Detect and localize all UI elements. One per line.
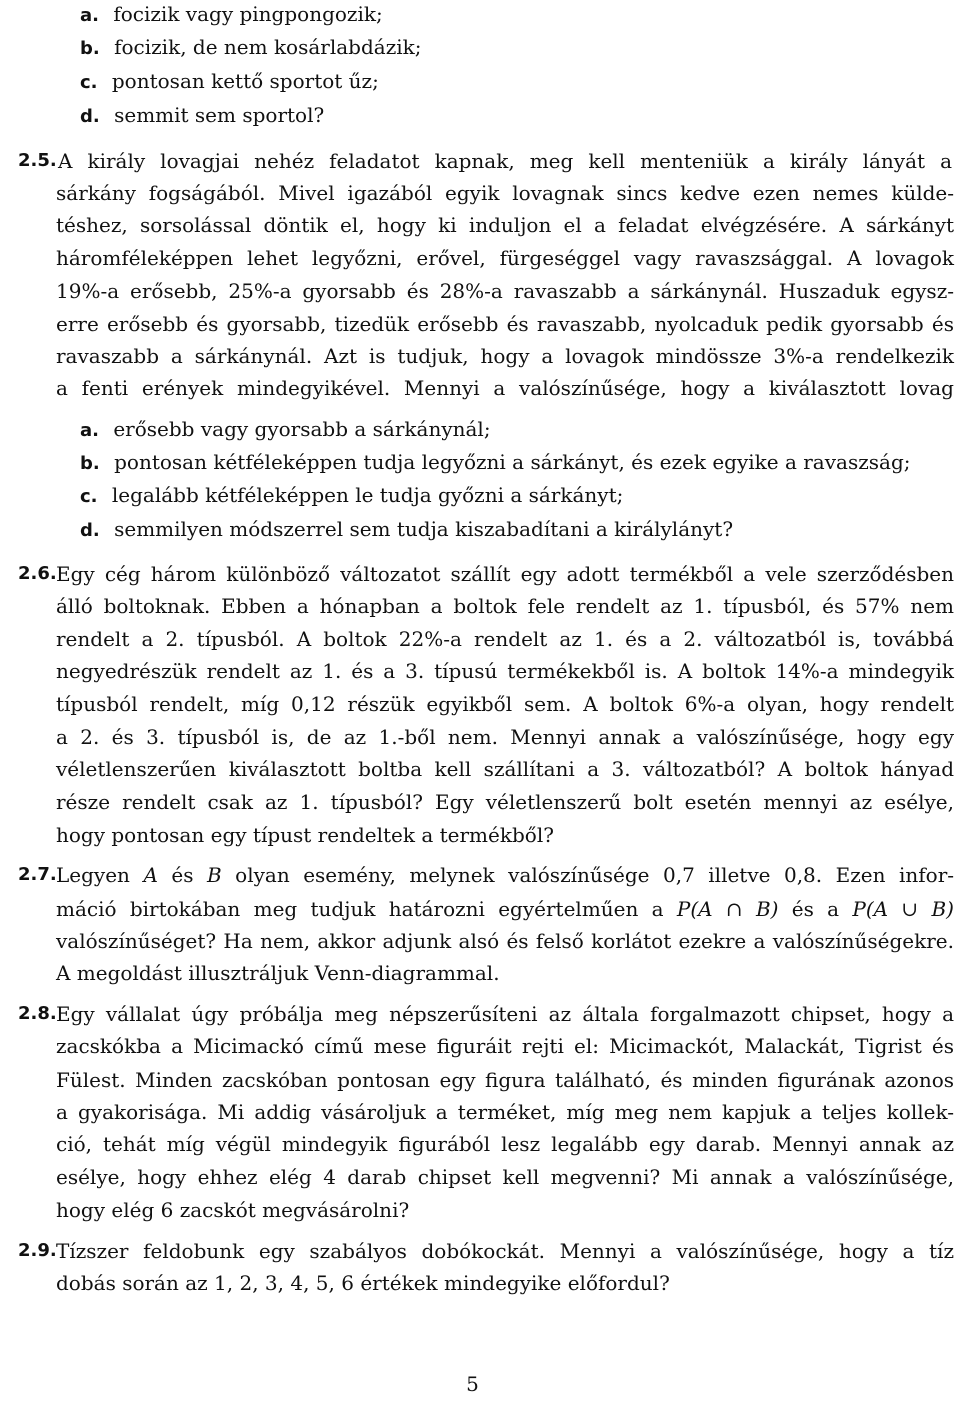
problem-text-line: ció, tehát míg végül mindegyik figurából lesz legalább egy darab. Mennyi annak az <box>56 1132 954 1157</box>
list-item <box>80 416 491 442</box>
problem-text-line: sárkány fogságából. Mivel igazából egyik lovagnak sincs kedve ezen nemes külde- <box>56 181 954 205</box>
list-item <box>80 68 379 94</box>
list-item <box>80 516 733 542</box>
item-label: b. <box>80 453 100 475</box>
problem-text-line: esélye, hogy ehhez elég 4 darab chipset kell megvenni? Mi annak a valószínűsége, <box>56 1164 954 1189</box>
list-item <box>80 1 383 27</box>
item-text: focizik, de nem kosárlabdázik; <box>114 35 422 60</box>
item-text: erősebb vagy gyorsabb a sárkánynál; <box>113 416 491 441</box>
math-expression: P(A ∪ B) <box>852 896 954 921</box>
problem-text-line: rendelt a 2. típusból. A boltok 22%-a rendelt az 1. és a 2. változatból is, továbbá <box>56 626 954 651</box>
item-text: pontosan kétféleképpen tudja legyőzni a sárkányt, és ezek egyike a ravaszság; <box>114 450 911 475</box>
list-item <box>80 482 623 508</box>
item-text: semmit sem sportol? <box>114 102 325 127</box>
problem-text-line: negyedrészük rendelt az 1. és a 3. típusú termékekből is. A boltok 14%-a mindegyik <box>56 658 954 683</box>
page-number: 5 <box>466 1372 479 1396</box>
problem-text-line: hogy pontosan egy típust rendeltek a termékből? <box>56 822 554 847</box>
text-fragment: olyan esemény, melynek valószínűsége 0,7 illetve 0,8. Ezen infor- <box>221 863 955 888</box>
item-text: pontosan kettő sportot űz; <box>111 68 379 93</box>
problem-text-line: háromféleképpen lehet legyőzni, erővel, fürgeséggel vagy ravaszsággal. A lovagok <box>56 245 954 270</box>
problem-number: 2.8. <box>18 1002 57 1024</box>
item-label: c. <box>80 71 98 93</box>
problem-text-line: hogy elég 6 zacskót megvásárolni? <box>56 1198 410 1222</box>
problem-text-line: A király lovagjai nehéz feladatot kapnak, meg kell menteniük a király lányát a <box>58 148 952 173</box>
text-fragment: Legyen <box>56 863 144 888</box>
problem-number: 2.5. <box>18 149 57 171</box>
problem-text-line: véletlenszerűen kiválasztott boltba kell szállítani a 3. változatból? A boltok hányad <box>56 757 954 781</box>
problem-text-line: Tízszer feldobunk egy szabályos dobókockát. Mennyi a valószínűsége, hogy a tíz <box>56 1238 954 1263</box>
problem-text-line: Egy cég három különböző változatot szállít egy adott termékből a vele szerződésben <box>56 561 954 586</box>
problem-text-line: álló boltoknak. Ebben a hónapban a boltok fele rendelt az 1. típusból, és 57% nem <box>56 594 954 619</box>
problem-text-line: dobás során az 1, 2, 3, 4, 5, 6 értékek mindegyike előfordul? <box>56 1270 670 1295</box>
item-label: d. <box>80 519 100 541</box>
math-variable: B <box>206 863 222 888</box>
text-fragment: és <box>157 863 207 888</box>
item-label: a. <box>80 4 99 26</box>
problem-text-line: része rendelt csak az 1. típusból? Egy véletlenszerű bolt esetén mennyi az esélye, <box>56 790 954 815</box>
problem-text-line: valószínűséget? Ha nem, akkor adjunk alsó és felső korlátot ezekre a valószínűségekre. <box>56 928 954 953</box>
item-text: legalább kétféleképpen le tudja győzni a sárkányt; <box>111 483 624 508</box>
item-label: a. <box>80 419 99 441</box>
text-fragment: és a <box>778 896 853 921</box>
item-text: focizik vagy pingpongozik; <box>113 1 383 26</box>
problem-text-line <box>56 896 954 922</box>
problem-number: 2.9. <box>18 1239 57 1261</box>
item-label: d. <box>80 105 100 127</box>
problem-number: 2.6. <box>18 562 57 584</box>
list-item <box>80 102 324 128</box>
problem-text-line <box>56 862 954 888</box>
math-expression: P(A ∩ B) <box>676 896 779 921</box>
item-label: b. <box>80 38 100 60</box>
item-text: semmilyen módszerrel sem tudja kiszabadítani a királylányt? <box>114 516 734 541</box>
problem-text-line: Fülest. Minden zacskóban pontosan egy figura található, és minden figurának azonos <box>56 1067 954 1092</box>
problem-text-line: A megoldást illusztráljuk Venn-diagrammal. <box>56 961 500 986</box>
list-item <box>80 34 422 60</box>
problem-text-line: 19%-a erősebb, 25%-a gyorsabb és 28%-a ravaszabb a sárkánynál. Huszaduk egysz- <box>56 279 954 304</box>
problem-text-line: ravaszabb a sárkánynál. Azt is tudjuk, hogy a lovagok mindössze 3%-a rendelkezik <box>56 343 954 368</box>
math-variable: A <box>143 863 158 888</box>
problem-text-line: a 2. és 3. típusból is, de az 1.-ből nem. Mennyi annak a valószínűsége, hogy egy <box>56 724 954 749</box>
item-label: c. <box>80 486 98 508</box>
problem-text-line: erre erősebb és gyorsabb, tizedük erősebb és ravaszabb, nyolcaduk pedik gyorsabb és <box>56 311 954 336</box>
problem-text-line: a fenti erények mindegyikével. Mennyi a valószínűsége, hogy a kiválasztott lovag <box>56 376 954 401</box>
problem-text-line: zacskókba a Micimackó című mese figuráit rejti el: Micimackót, Malackát, Tigrist és <box>56 1034 954 1059</box>
problem-number: 2.7. <box>18 864 57 886</box>
text-fragment: máció birtokában meg tudjuk határozni egyértelműen a <box>56 896 677 921</box>
problem-text-line: a gyakorisága. Mi addig vásároljuk a terméket, míg meg nem kapjuk a teljes kollek- <box>56 1099 954 1124</box>
problem-text-line: Egy vállalat úgy próbálja meg népszerűsíteni az általa forgalmazott chipset, hogy a <box>56 1001 954 1026</box>
list-item <box>80 449 910 475</box>
problem-text-line: típusból rendelt, míg 0,12 részük egyikből sem. A boltok 6%-a olyan, hogy rendelt <box>56 692 954 717</box>
problem-text-line: téshez, sorsolással döntik el, hogy ki induljon el a feladat elvégzésére. A sárkányt <box>56 213 954 238</box>
